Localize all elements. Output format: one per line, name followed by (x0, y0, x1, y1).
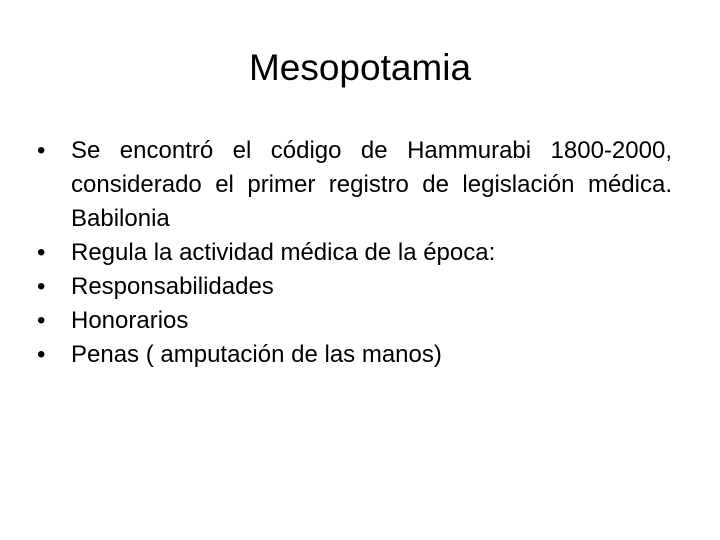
bullet-item-honorarios (36, 304, 672, 338)
bullet-icon: • (37, 341, 46, 368)
bullet-icon: • (37, 273, 46, 300)
bullet-icon: • (37, 137, 46, 164)
bullet-icon: • (37, 307, 46, 334)
bullet-text: Honorarios (71, 307, 189, 334)
bullet-item-penas (36, 338, 672, 372)
bullet-text: Responsabilidades (71, 273, 274, 300)
bullet-text: Penas ( amputación de las manos) (71, 341, 442, 368)
bullet-item-hammurabi (36, 134, 672, 236)
bullet-text: Se encontró el código de Hammurabi 1800-2000, considerado el primer registro de legislación médica. Babilonia (71, 137, 672, 232)
slide-title: Mesopotamia (248, 47, 472, 88)
bullet-item-responsabilidades (36, 270, 672, 304)
bullet-list (36, 134, 672, 372)
bullet-item-regula (36, 236, 672, 270)
bullet-icon: • (37, 239, 46, 266)
bullet-text: Regula la actividad médica de la época: (71, 239, 496, 266)
